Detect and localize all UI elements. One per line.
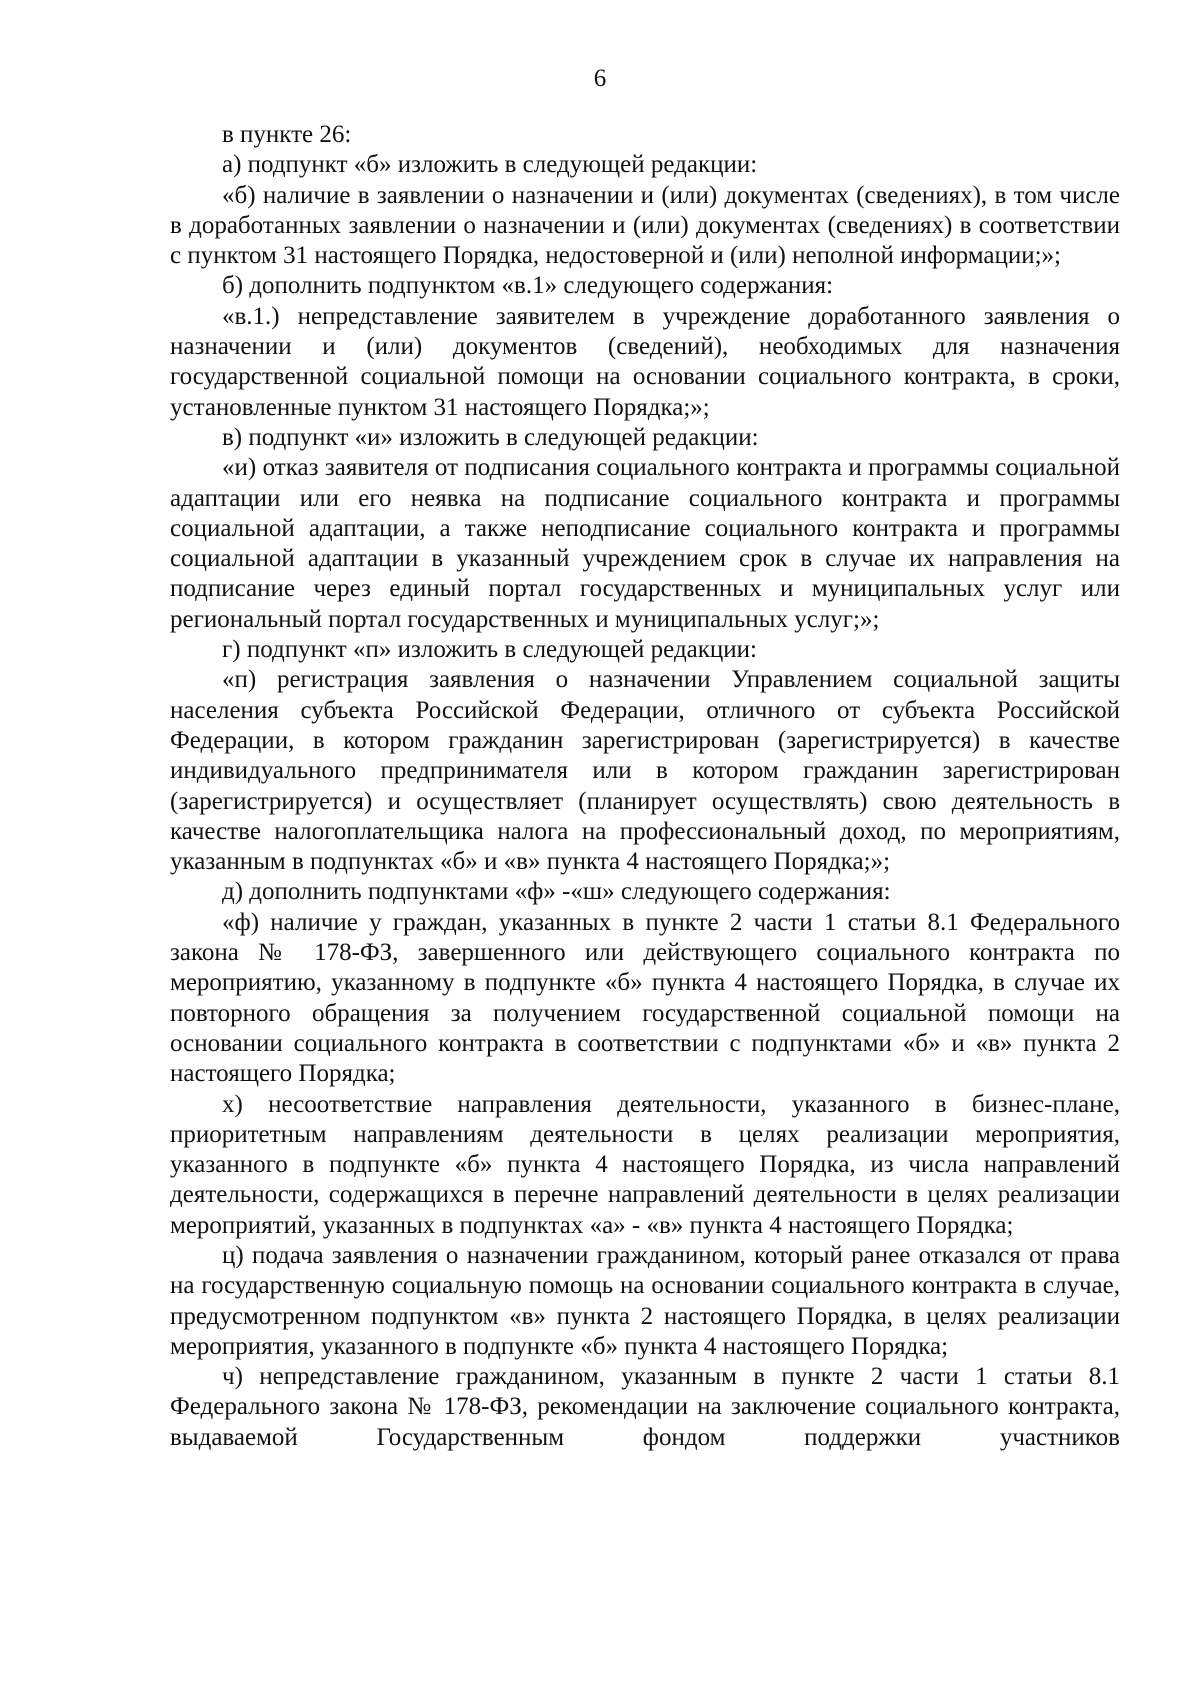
paragraph-subitem-i-text: «и) отказ заявителя от подписания социального контракта и программы социальной адаптации или его неявка на подписание социального контракта и программы социальной адаптации, а также неподписание социального контракта и программы социальной адаптации в указанный учреждением срок в случае их направления на подписание через единый портал государственных и муниципальных услуг или региональный портал государственных и муниципальных услуг;»; bbox=[170, 454, 1120, 633]
paragraph-subitem-ts-text: ц) подача заявления о назначении гражданином, который ранее отказался от права на государственную социальную помощь на основании социального контракта в случае, предусмотренном подпунктом «в» пункта 2 настоящего Порядка, в целях реализации мероприятия, указанного в подпункте «б» пункта 4 настоящего Порядка; bbox=[170, 1241, 1120, 1360]
paragraph-subitem-b-text: «б) наличие в заявлении о назначении и (или) документах (сведениях), в том числе в доработанных заявлении о назначении и (или) документах (сведениях) в соответствии с пунктом 31 настоящего Порядка, недостоверной и (или) неполной информации;»; bbox=[170, 181, 1120, 270]
paragraph-item-v: в) подпункт «и» изложить в следующей редакции: bbox=[222, 423, 759, 451]
paragraph-item-a: а) подпункт «б» изложить в следующей редакции: bbox=[222, 151, 758, 179]
paragraph-subitem-ch-text: ч) непредставление гражданином, указанным в пункте 2 части 1 статьи 8.1 Федерального закона № 178-ФЗ, рекомендации на заключение социального контракта, выдаваемой Государственным фондом поддержки участников bbox=[170, 1363, 1120, 1451]
paragraph-subitem-kh-text: х) несоответствие направления деятельности, указанного в бизнес-плане, приоритетным направлениям деятельности в целях реализации мероприятия, указанного в подпункте «б» пункта 4 настоящего Порядка, из числа направлений деятельности, содержащихся в перечне направлений деятельности в целях реализации мероприятий, указанных в подпунктах «а» - «в» пункта 4 настоящего Порядка; bbox=[170, 1090, 1120, 1239]
paragraph-item-b: б) дополнить подпунктом «в.1» следующего содержания: bbox=[222, 272, 834, 300]
paragraph-item-d: д) дополнить подпунктами «ф» -«ш» следующего содержания: bbox=[222, 878, 891, 906]
paragraph-subitem-f-text: «ф) наличие у граждан, указанных в пункте 2 части 1 статьи 8.1 Федерального закона № 178-ФЗ, завершенного или действующего социального контракта по мероприятию, указанному в подпункте «б» пункта 4 настоящего Порядка, в случае их повторного обращения за получением государственной социальной помощи на основании социального контракта в соответствии с подпунктами «б» и «в» пункта 2 настоящего Порядка; bbox=[170, 908, 1120, 1088]
page-number: 6 bbox=[593, 65, 607, 92]
paragraph-intro: в пункте 26: bbox=[222, 121, 352, 148]
document-body bbox=[170, 120, 1120, 1453]
paragraph-item-g: г) подпункт «п» изложить в следующей редакции: bbox=[222, 636, 757, 664]
paragraph-subitem-p-text: «п) регистрация заявления о назначении Управлением социальной защиты населения субъекта Российской Федерации, отличного от субъекта Российской Федерации, в котором гражданин зарегистрирован (зарегистрируется) в качестве индивидуального предпринимателя или в котором гражданин зарегистрирован (зарегистрируется) и осуществляет (планирует осуществлять) свою деятельность в качестве налогоплательщика налога на профессиональный доход, по мероприятиям, указанным в подпунктах «б» и «в» пункта 4 настоящего Порядка;»; bbox=[170, 666, 1120, 876]
paragraph-subitem-v1-text: «в.1.) непредставление заявителем в учреждение доработанного заявления о назначении и (или) документов (сведений), необходимых для назначения государственной социальной помощи на основании социального контракта, в сроки, установленные пунктом 31 настоящего Порядка;»; bbox=[170, 302, 1120, 421]
